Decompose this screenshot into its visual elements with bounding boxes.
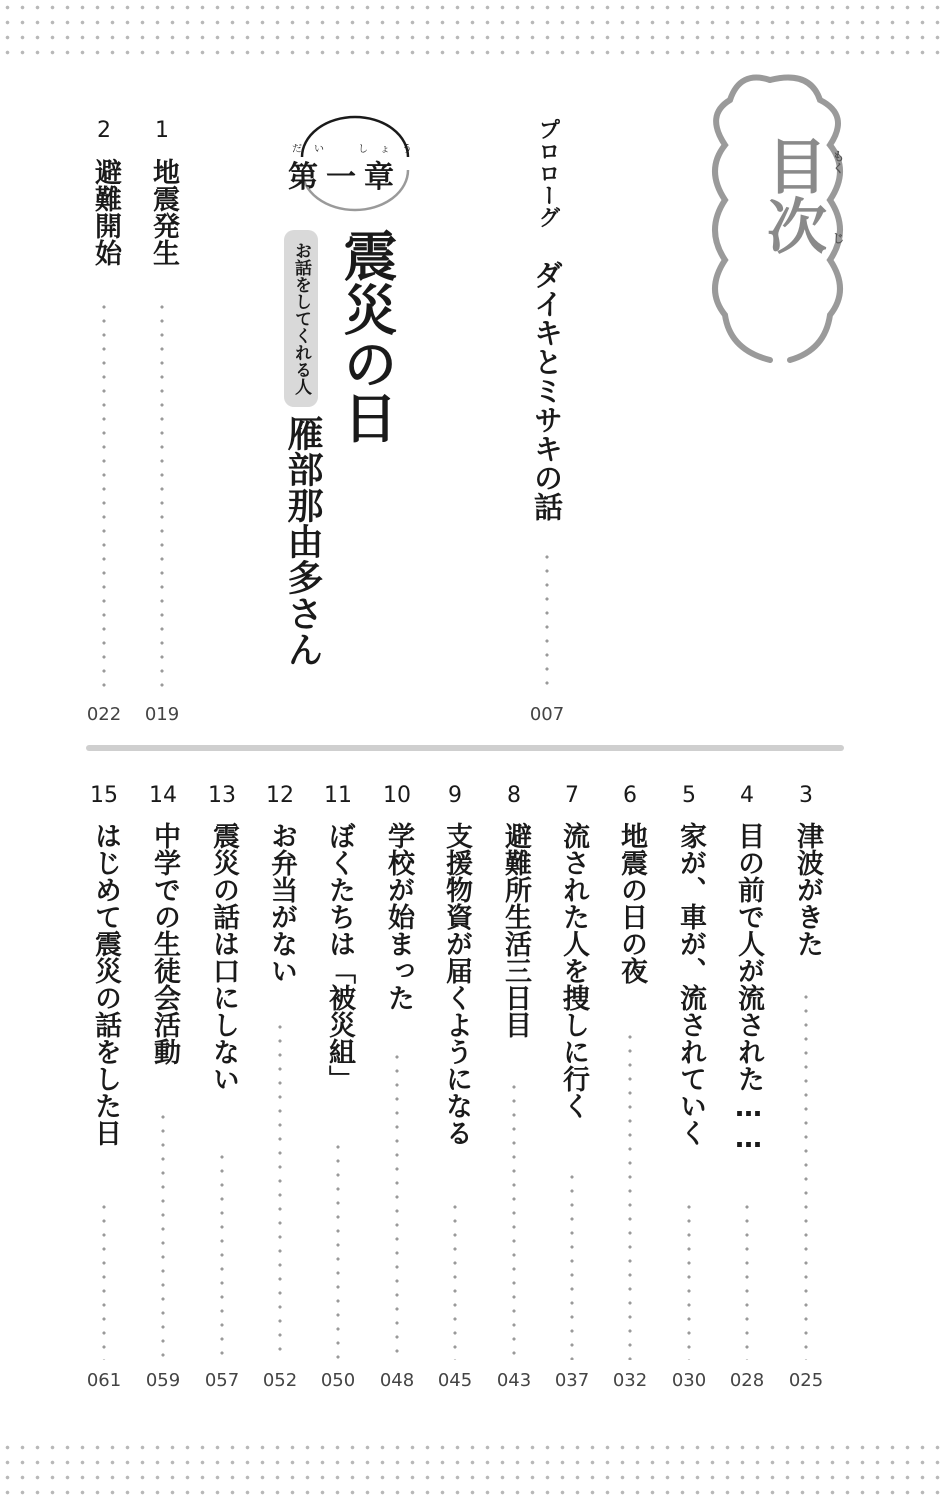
entry-page: 028 xyxy=(729,1370,765,1391)
entry-leader xyxy=(628,1030,632,1360)
entry-leader xyxy=(102,300,106,690)
entry-title[interactable]: 家が、車が、流されていく xyxy=(675,822,706,1146)
entry-title[interactable]: 地震発生 xyxy=(148,158,179,266)
entry-leader xyxy=(745,1200,749,1360)
entry-title[interactable]: 避難開始 xyxy=(90,158,121,266)
entry-title[interactable]: 津波がきた xyxy=(792,822,823,957)
entry-number: 9 xyxy=(448,783,462,808)
entry-page: 061 xyxy=(86,1370,122,1391)
entry-page: 043 xyxy=(496,1370,532,1391)
entry-number: 3 xyxy=(799,783,813,808)
entry-number: 2 xyxy=(97,118,111,143)
entry-title[interactable]: 学校が始まった xyxy=(383,822,414,1011)
entry-title[interactable]: はじめて震災の話をした日 xyxy=(90,822,121,1146)
entry-number: 7 xyxy=(565,783,579,808)
prologue-leader xyxy=(545,550,549,690)
entry-number: 10 xyxy=(383,783,411,808)
entry-leader xyxy=(453,1200,457,1360)
entry-page: 045 xyxy=(437,1370,473,1391)
entry-number: 15 xyxy=(90,783,118,808)
narrator-name: 雁部那由多さん xyxy=(282,415,323,667)
entry-page: 037 xyxy=(554,1370,590,1391)
toc-title-ruby-1: もく xyxy=(831,150,845,174)
entry-title[interactable]: 支援物資が届くようになる xyxy=(441,822,472,1146)
entry-leader xyxy=(687,1200,691,1360)
chapter-label-ruby: だい しょう xyxy=(292,144,424,155)
entry-page: 030 xyxy=(671,1370,707,1391)
dotted-border-top xyxy=(0,0,940,60)
entry-page: 059 xyxy=(145,1370,181,1391)
dotted-border-bottom xyxy=(0,1440,940,1500)
entry-page: 019 xyxy=(144,704,180,725)
chapter-title[interactable]: 震災の日 xyxy=(335,228,398,444)
chapter-label: 第一章 xyxy=(288,160,402,195)
section-divider xyxy=(86,745,844,751)
entry-leader xyxy=(804,990,808,1360)
entry-page: 057 xyxy=(204,1370,240,1391)
entry-page: 048 xyxy=(379,1370,415,1391)
entry-leader xyxy=(160,300,164,690)
entry-leader xyxy=(161,1110,165,1360)
entry-number: 4 xyxy=(740,783,754,808)
entry-leader xyxy=(395,1050,399,1360)
entry-number: 11 xyxy=(324,783,352,808)
entry-page: 050 xyxy=(320,1370,356,1391)
entry-title[interactable]: ぼくたちは「被災組」 xyxy=(324,822,355,1092)
entry-title[interactable]: 流された人を捜しに行く xyxy=(558,822,589,1119)
entry-number: 13 xyxy=(208,783,236,808)
entry-title[interactable]: 避難所生活三日目 xyxy=(500,822,531,1038)
entry-title[interactable]: 地震の日の夜 xyxy=(616,822,647,984)
toc-title: 目次 xyxy=(757,135,827,255)
entry-page: 022 xyxy=(86,704,122,725)
entry-title[interactable]: お弁当がない xyxy=(266,822,297,984)
prologue-page: 007 xyxy=(529,704,565,725)
toc-title-ruby-2: じ xyxy=(831,232,845,244)
entry-leader xyxy=(570,1170,574,1360)
entry-title[interactable]: 目の前で人が流された…… xyxy=(733,822,764,1154)
prologue-title[interactable]: ダイキとミサキの話 xyxy=(530,260,564,521)
entry-leader xyxy=(220,1150,224,1360)
entry-page: 025 xyxy=(788,1370,824,1391)
entry-number: 12 xyxy=(266,783,294,808)
entry-page: 032 xyxy=(612,1370,648,1391)
entry-number: 14 xyxy=(149,783,177,808)
entry-number: 8 xyxy=(507,783,521,808)
entry-leader xyxy=(102,1200,106,1360)
entry-leader xyxy=(336,1140,340,1360)
entry-title[interactable]: 震災の話は口にしない xyxy=(208,822,239,1092)
entry-number: 6 xyxy=(623,783,637,808)
entry-number: 1 xyxy=(155,118,169,143)
entry-number: 5 xyxy=(682,783,696,808)
narrator-label: お話をしてくれる人 xyxy=(284,230,318,407)
entry-page: 052 xyxy=(262,1370,298,1391)
entry-leader xyxy=(512,1080,516,1360)
entry-title[interactable]: 中学での生徒会活動 xyxy=(149,822,180,1065)
prologue-label[interactable]: プロローグ xyxy=(535,118,560,228)
entry-leader xyxy=(278,1020,282,1360)
